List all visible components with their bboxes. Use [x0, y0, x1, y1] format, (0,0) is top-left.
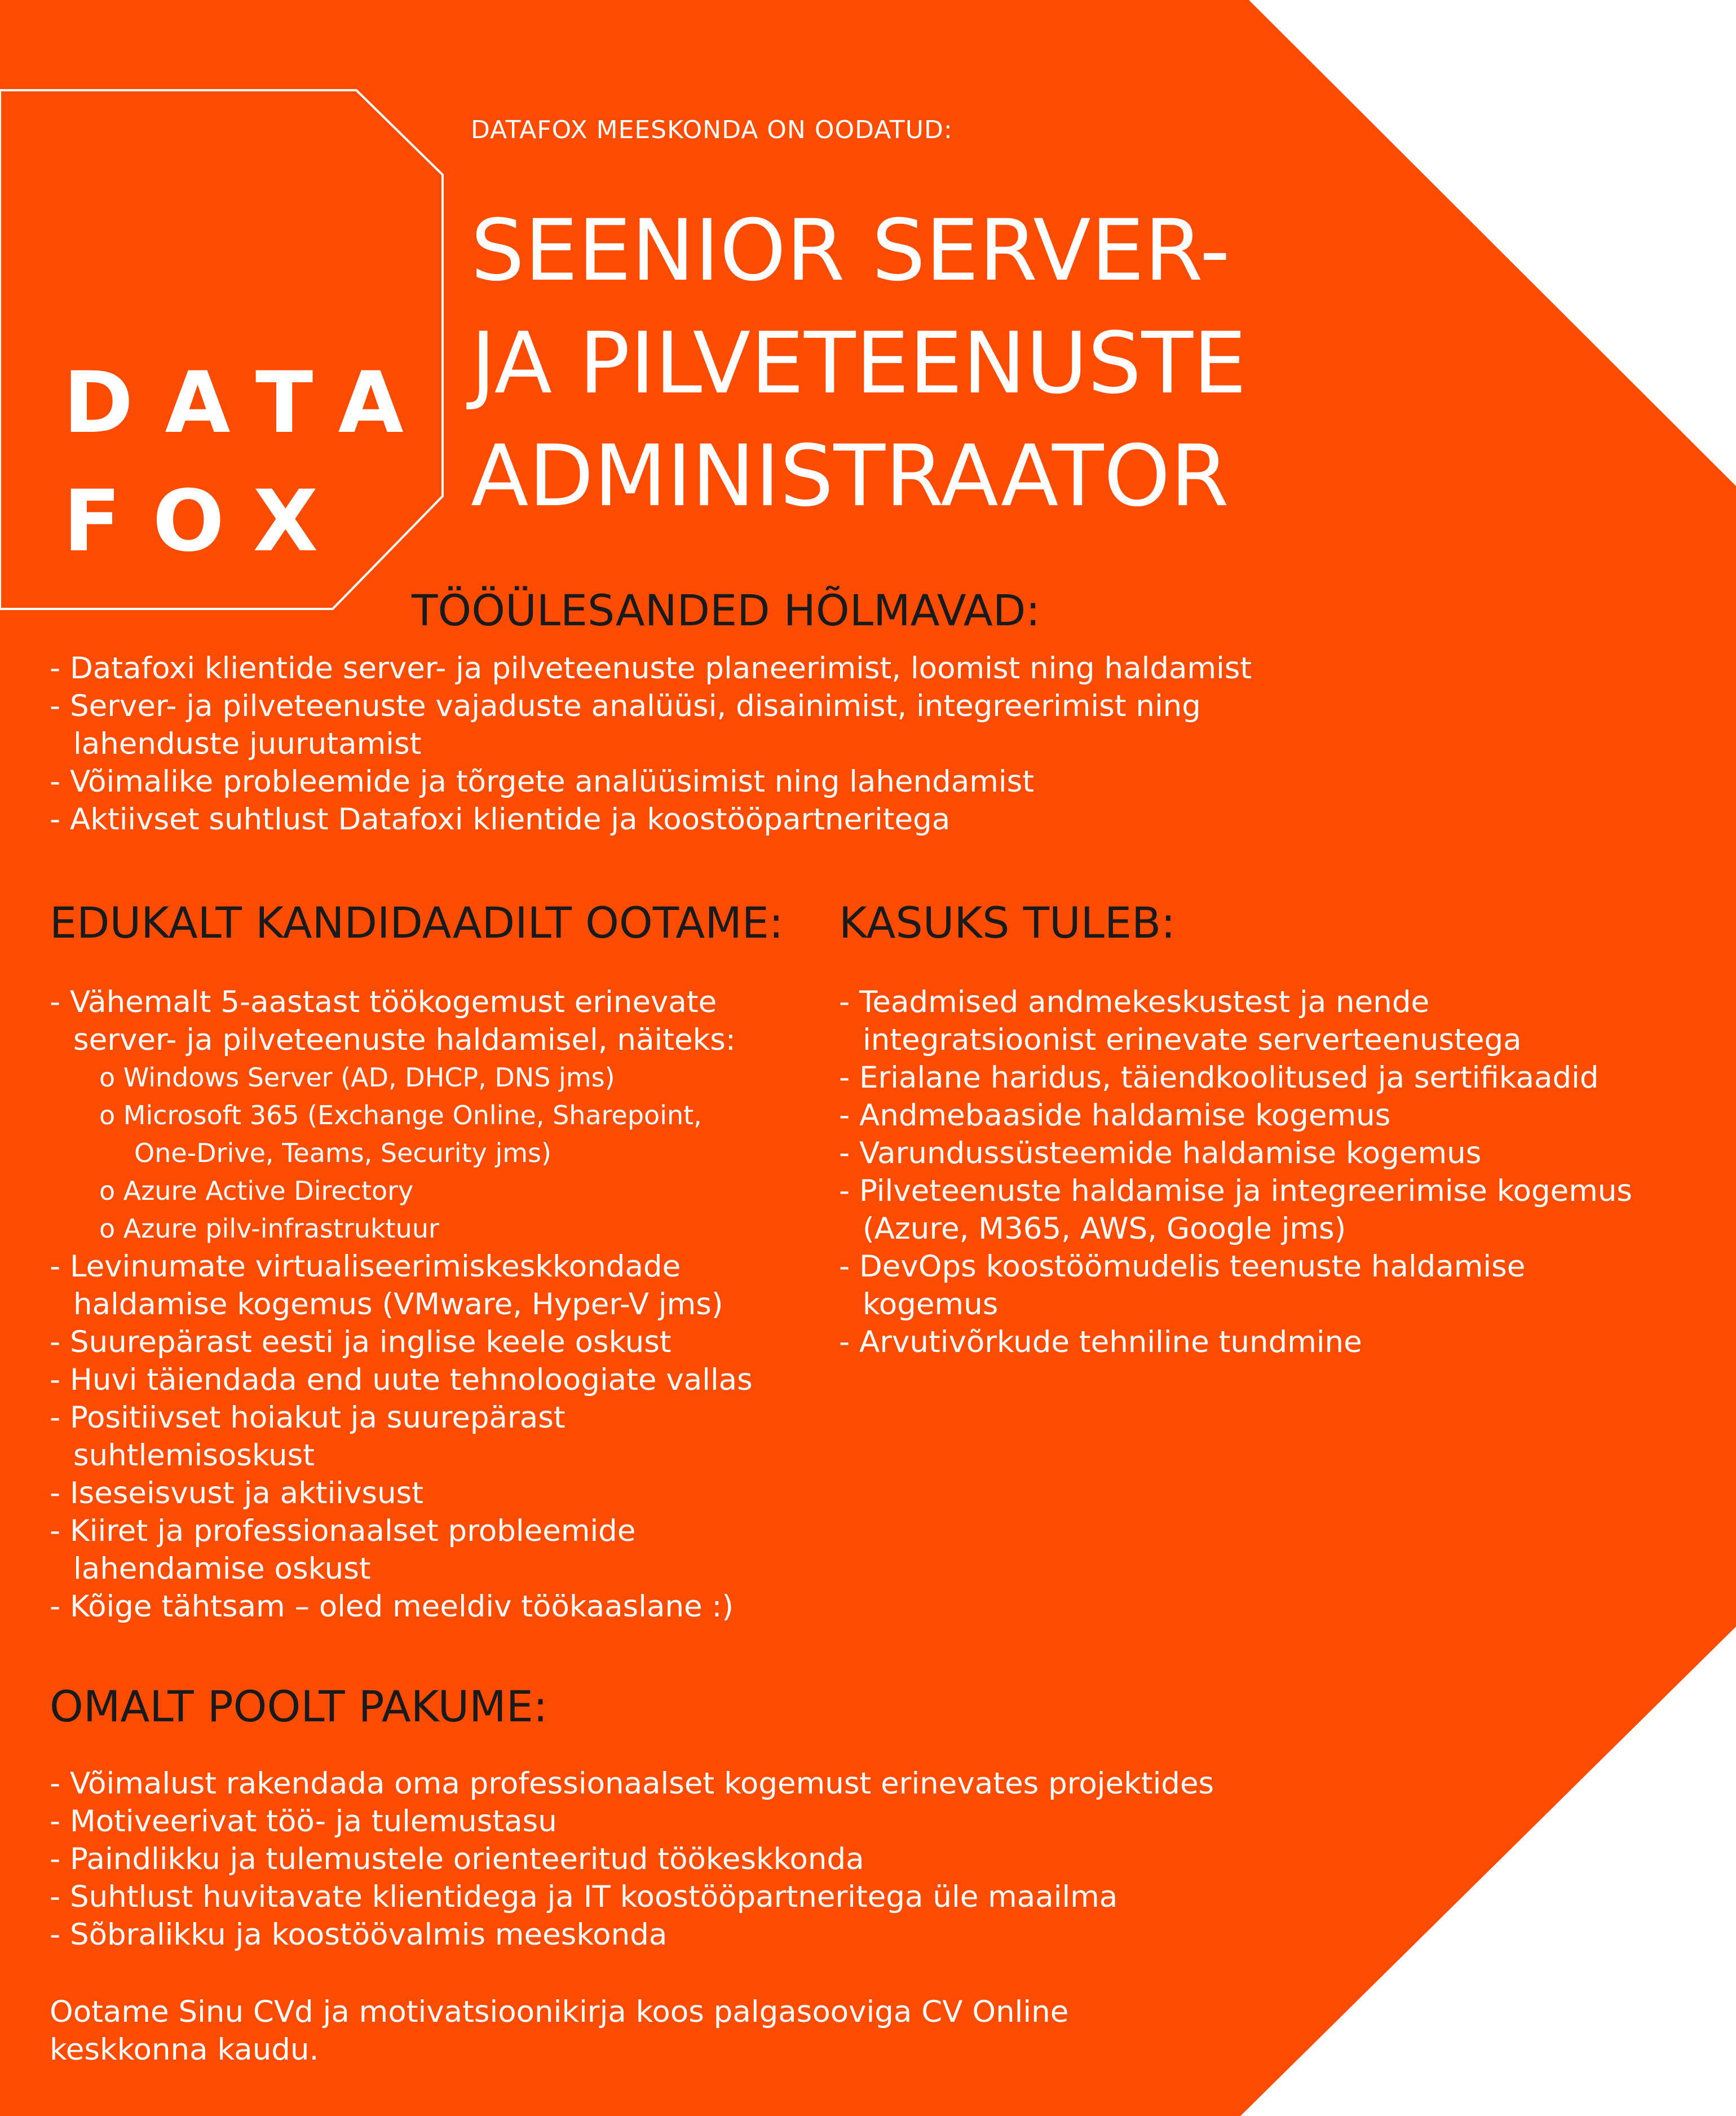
list-item: - Suhtlust huvitavate klientidega ja IT koostööpartneritega üle maailma: [50, 1880, 1118, 1914]
job-title-line-1: SEENIOR SERVER-: [471, 202, 1230, 300]
bonus-list: [839, 983, 1673, 1361]
requirements-heading: EDUKALT KANDIDAADILT OOTAME:: [50, 898, 784, 948]
list-item: - Võimalust rakendada oma professionaalset kogemust erinevates projektides: [50, 1766, 1214, 1801]
logo-line-1: DATA: [63, 354, 435, 452]
eyebrow-text: DATAFOX MEESKONDA ON OODATUD:: [471, 116, 953, 144]
list-item: - Erialane haridus, täiendkoolitused ja sertifikaadid: [839, 1061, 1599, 1095]
list-item: - Vähemalt 5-aastast töökogemust erinevate server- ja pilveteenuste haldamisel, näiteks:: [50, 985, 736, 1057]
list-item: - Võimalike probleemide ja tõrgete analüüsimist ning lahendamist: [50, 765, 1035, 799]
offer-list: [50, 1765, 1403, 1954]
list-item: - Huvi täiendada end uute tehnoloogiate vallas: [50, 1363, 753, 1397]
list-item: - Iseseisvust ja aktiivsust: [50, 1476, 423, 1510]
closing-text: Ootame Sinu CVd ja motivatsioonikirja koos palgasooviga CV Online keskkonna kaudu.: [50, 1995, 1069, 2067]
list-item: - Kiiret ja professionaalset probleemide lahendamise oskust: [50, 1514, 636, 1586]
job-title-line-3: ADMINISTRAATOR: [471, 427, 1229, 525]
sub-list-item: o Azure Active Directory: [99, 1176, 414, 1206]
sub-list-item: One-Drive, Teams, Security jms): [134, 1138, 551, 1168]
list-item: - Teadmised andmekeskustest ja nende integratsioonist erinevate serverteenustega: [839, 985, 1522, 1057]
duties-heading: TÖÖÜLESANDED HÕLMAVAD:: [412, 585, 1041, 635]
duties-list: [50, 650, 1375, 838]
list-item: - Varundussüsteemide haldamise kogemus: [839, 1136, 1482, 1170]
requirements-list: [50, 983, 816, 1625]
list-item: - DevOps koostöömudelis teenuste haldamise kogemus: [839, 1249, 1526, 1322]
offer-heading: OMALT POOLT PAKUME:: [50, 1681, 548, 1731]
list-item: - Andmebaaside haldamise kogemus: [839, 1098, 1391, 1133]
list-item: - Server- ja pilveteenuste vajaduste analüüsi, disainimist, integreerimist ning lahenduste juurutamist: [50, 689, 1201, 761]
list-item: - Paindlikku ja tulemustele orienteeritud töökeskkonda: [50, 1842, 864, 1876]
logo-line-2: FOX: [63, 472, 350, 571]
sub-list-item: o Microsoft 365 (Exchange Online, Sharepoint,: [99, 1100, 702, 1130]
list-item: - Positiivset hoiakut ja suurepärast suhtlemisoskust: [50, 1401, 566, 1473]
job-title: [471, 195, 1247, 533]
job-title-line-2: JA PILVETEENUSTE: [471, 315, 1247, 413]
list-item: - Suurepärast eesti ja inglise keele oskust: [50, 1325, 672, 1359]
list-item: - Motiveerivat töö- ja tulemustasu: [50, 1804, 557, 1839]
list-item: - Arvutivõrkude tehniline tundmine: [839, 1325, 1362, 1359]
datafox-logo: [63, 344, 435, 581]
list-item: - Datafoxi klientide server- ja pilveteenuste planeerimist, loomist ning haldamist: [50, 651, 1252, 686]
sub-list-item: o Azure pilv-infrastruktuur: [99, 1213, 439, 1244]
bonus-heading: KASUKS TULEB:: [839, 898, 1176, 948]
list-item: - Aktiivset suhtlust Datafoxi klientide ja koostööpartneritega: [50, 802, 951, 837]
list-item: - Levinumate virtualiseerimiskeskkondade haldamise kogemus (VMware, Hyper-V jms): [50, 1249, 723, 1322]
list-item: - Sõbralikku ja koostöövalmis meeskonda: [50, 1918, 668, 1952]
list-item: - Kõige tähtsam – oled meeldiv töökaaslane :): [50, 1589, 734, 1624]
sub-list-item: o Windows Server (AD, DHCP, DNS jms): [99, 1062, 615, 1093]
list-item: - Pilveteenuste haldamise ja integreerimise kogemus (Azure, M365, AWS, Google jms): [839, 1174, 1633, 1246]
